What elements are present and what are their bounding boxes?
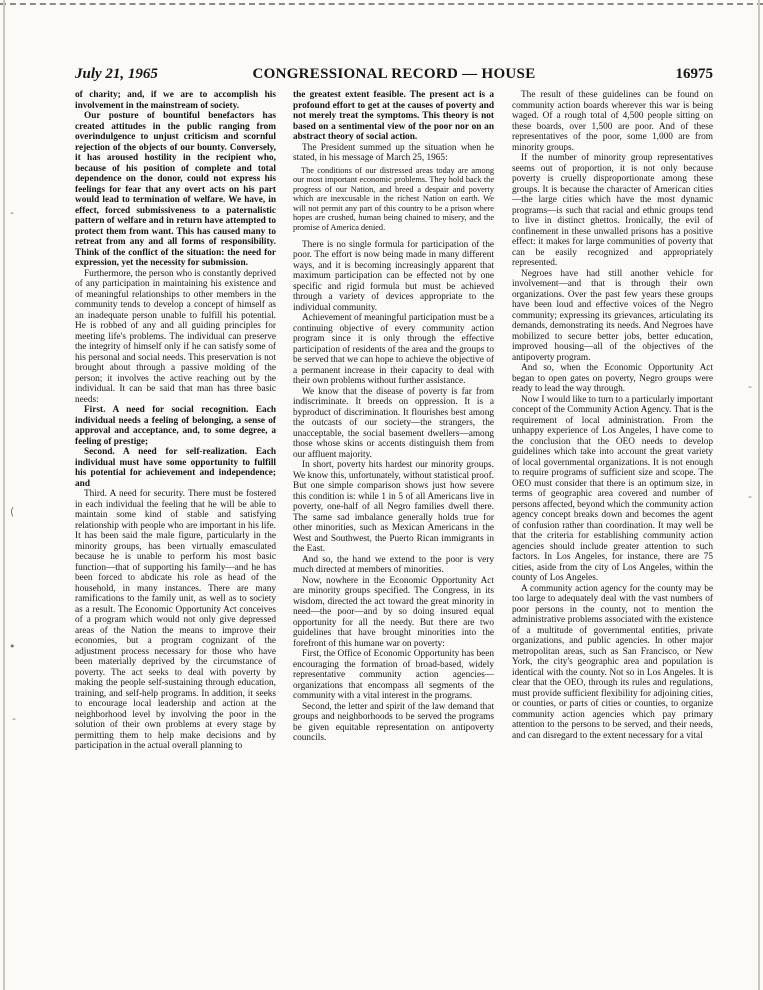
margin-mark: - bbox=[12, 712, 16, 725]
paragraph: Negroes have had still another vehicle for involvement—and that is through their own organizations. Over the past few years these groups have been loud and effective voices of the Negro community; expressing its grievances, articulating its demands, demonstrating its needs. And Negroes have mobilized to secure better jobs, better education, improved housing—all of the objectives of the antipoverty program. bbox=[512, 268, 713, 363]
margin-mark: - bbox=[748, 380, 752, 393]
margin-mark: - bbox=[748, 490, 752, 503]
right-page-edge bbox=[758, 0, 760, 990]
margin-mark: ( bbox=[10, 505, 15, 518]
paragraph: There is no single formula for participation of the poor. The effort is now being made in many different ways, and it is becoming increasingly apparent that maximum participation can be effected not by one specific and rigid formula but must be achieved through a variety of devices appropriate to the individual community. bbox=[293, 239, 494, 313]
paragraph: of charity; and, if we are to accomplish his involvement in the mainstream of society. bbox=[75, 90, 276, 111]
header-title: CONGRESSIONAL RECORD — HOUSE bbox=[252, 66, 536, 82]
text-column-1 bbox=[75, 90, 276, 975]
paragraph: We know that the disease of poverty is far from indiscriminate. It breeds on oppression. It is a byproduct of discrimination. It flourishes best among the outcasts of our society—the strangers, the unacceptable, the social basement dwellers—among those whose skins or accents distinguish them from our affluent majority. bbox=[293, 386, 494, 460]
paragraph: Furthermore, the person who is constantly deprived of any participation in maintaining his existence and of meaningful relationships to other members in the community tends to develop a concept of himself as an inadequate person unable to fulfill his potential. He is robbed of any and all guiding principles for meeting life's problems. The individual can preserve the integrity of himself only if he can satisfy some of his personal and social needs. This preservation is not brought about through a passive molding of the person; it involves the active reaching out by the individual. It can be said that man has three basic needs: bbox=[75, 268, 276, 405]
paragraph: Second. A need for self-realization. Each individual must have some opportunity to fulfill his potential for achievement and independence; and bbox=[75, 447, 276, 489]
text-column-3 bbox=[512, 90, 713, 975]
paragraph: Second, the letter and spirit of the law demand that groups and neighborhoods to be served the programs be given equitable representation on antipoverty councils. bbox=[293, 701, 494, 744]
paragraph: First. A need for social recognition. Each individual needs a feeling of belonging, a sense of approval and acceptance, and, to some degree, a feeling of prestige; bbox=[75, 405, 276, 447]
paragraph: The President summed up the situation when he stated, in his message of March 25, 1965: bbox=[293, 142, 494, 163]
block-quote: The conditions of our distressed areas today are among our most important economic problems. They hold back the progress of our Nation, and breed a despair and poverty which are inexcusable in the richest Nation on earth. We will not permit any part of this country to be a prison where hopes are crushed, human being chained to misery, and the promise of America denied. bbox=[293, 165, 494, 233]
page-header bbox=[75, 66, 713, 86]
left-page-edge bbox=[3, 0, 5, 990]
paragraph: The result of these guidelines can be found on community action boards wherever this war is being waged. Of a rough total of 4,500 people sitting on these boards, over 1,500 are poor. And of these representatives of the poor, some 1,000 are from minority groups. bbox=[512, 90, 713, 153]
text-column-2 bbox=[293, 90, 494, 975]
margin-mark: • bbox=[9, 640, 16, 653]
paragraph: Achievement of meaningful participation must be a continuing objective of every community action program since it is only through the effective participation of residents of the area and the groups to be served that we can hope to achieve the objective of a permanent increase in their capacity to deal with their own problems without further assistance. bbox=[293, 313, 494, 387]
paragraph: A community action agency for the county may be too large to adequately deal with the vast numbers of poor persons in the county, not to mention the administrative problems associated with the existence of a multitude of governmental entities, private organizations, and public agencies. In other major metropolitan areas, such as San Francisco, or New York, the city's geographic area and population is identical with the county. Not so in Los Angeles. It is clear that the OEO, through its rules and regulations, must provide sufficient flexibility for adjoining cities, or counties, or parts of cities or counties, to organize community action agencies which pay primary attention to the persons to be served, and their needs, and can disregard to the extent necessary for a vital bbox=[512, 583, 713, 741]
header-date: July 21, 1965 bbox=[75, 66, 158, 82]
paragraph: Now, nowhere in the Economic Opportunity Act are minority groups specified. The Congress, in its wisdom, directed the act toward the great minority in need—the poor—and by so doing insured equal opportunity for all the needy. But there are two guidelines that have brought minorities into the forefront of this humane war on poverty: bbox=[293, 575, 494, 649]
paragraph: Third. A need for security. There must be fostered in each individual the feeling that he will be able to maintain some kind of stable and satisfying relationship with people who are important in his life. It has been said the male figure, particularly in the minority groups, has been virtually emasculated because he is unable to perform his most basic function—that of supporting his family—and he has been forced to abdicate his role as head of the household, in many instances. There are many ramifications to the family unit, as well as to society as a result. The Economic Opportunity Act conceives of a program which would not only give depressed areas of the Nation the means to improve their economies, but a program cognizant of the adjustment process necessary for those who have been materially deprived by the circumstance of poverty. The act seeks to deal with poverty by making the people self-sustaining through education, training, and self-help programs. In addition, it seeks to encourage local leadership and action at the neighborhood level by involving the poor in the solution of their own problems at every stage by permitting them to help make decisions and by participation in the actual overall planning to bbox=[75, 489, 276, 751]
paragraph: Our posture of bountiful benefactors has created attitudes in the public ranging from overindulgence to unjust criticism and scornful rejection of the objects of our bounty. Conversely, it has aroused hostility in the recipient who, because of his position of complete and total dependence on the donor, could not express his feelings for fear that any overt acts on his part would lead to termination of welfare. We have, in effect, forced submissiveness to a paternalistic pattern of welfare and in return have attempted to protect them from want. This has caused many to retreat from any and all forms of responsibility. Think of the conflict of the situation: the need for expression, yet the necessity for submission. bbox=[75, 111, 276, 268]
paragraph: If the number of minority group representatives seems out of proportion, it is not only because poverty is cruelly disproportionate among these groups. It is because the character of American cities—the large cities which have the most dynamic programs—is such that racial and ethnic groups tend to live in distinct ghettos. Ironically, the evil of confinement in these unwalled prisons has a positive effect: it makes for large communities of poverty that can be easily recognized and appropriately represented. bbox=[512, 153, 713, 268]
paragraph: the greatest extent feasible. The present act is a profound effort to get at the causes of poverty and not merely treat the symptoms. This theory is not based on a sentimental view of the poor nor on an abstract theory of social action. bbox=[293, 90, 494, 142]
paragraph: And so, the hand we extend to the poor is very much directed at members of minorities. bbox=[293, 554, 494, 576]
paragraph: In short, poverty hits hardest our minority groups. We know this, unfortunately, without statistical proof. But one simple comparison shows just how severe this condition is: while 1 in 5 of all Americans live in poverty, one-half of all Negro families dwell there. The same sad imbalance generally holds true for other minorities, such as Mexican Americans in the West and Southwest, the Puerto Rican immigrants in the East. bbox=[293, 460, 494, 555]
paragraph: Now I would like to turn to a particularly important concept of the Community Action Agency. That is the requirement of local administration. From the unhappy experience of Los Angeles, I have come to the conclusion that the OEO needs to develop guidelines which take into account the great variety of local governmental organizations. It is not enough to require programs of sufficient size and scope. The OEO must consider that there is an optimum size, in terms of geographic area covered and number of persons affected, beyond which the community action agency concept breaks down and becomes the agent of confusion rather than coordination. It may well be that the criteria for establishing community action agencies should include greater attention to such factors. In Los Angeles, for instance, there are 75 cities, aside from the city of Los Angeles, within the county of Los Angeles. bbox=[512, 394, 713, 583]
top-scan-rule bbox=[0, 3, 763, 5]
header-page-number: 16975 bbox=[675, 66, 713, 82]
margin-mark: - bbox=[10, 206, 14, 219]
paragraph: First, the Office of Economic Opportunity has been encouraging the formation of broad-based, widely representative community action agencies—organizations that encompass all segments of the community with a vital interest in the programs. bbox=[293, 649, 494, 702]
paragraph: And so, when the Economic Opportunity Act began to open gates on poverty, Negro groups were ready to lead the way through. bbox=[512, 363, 713, 394]
